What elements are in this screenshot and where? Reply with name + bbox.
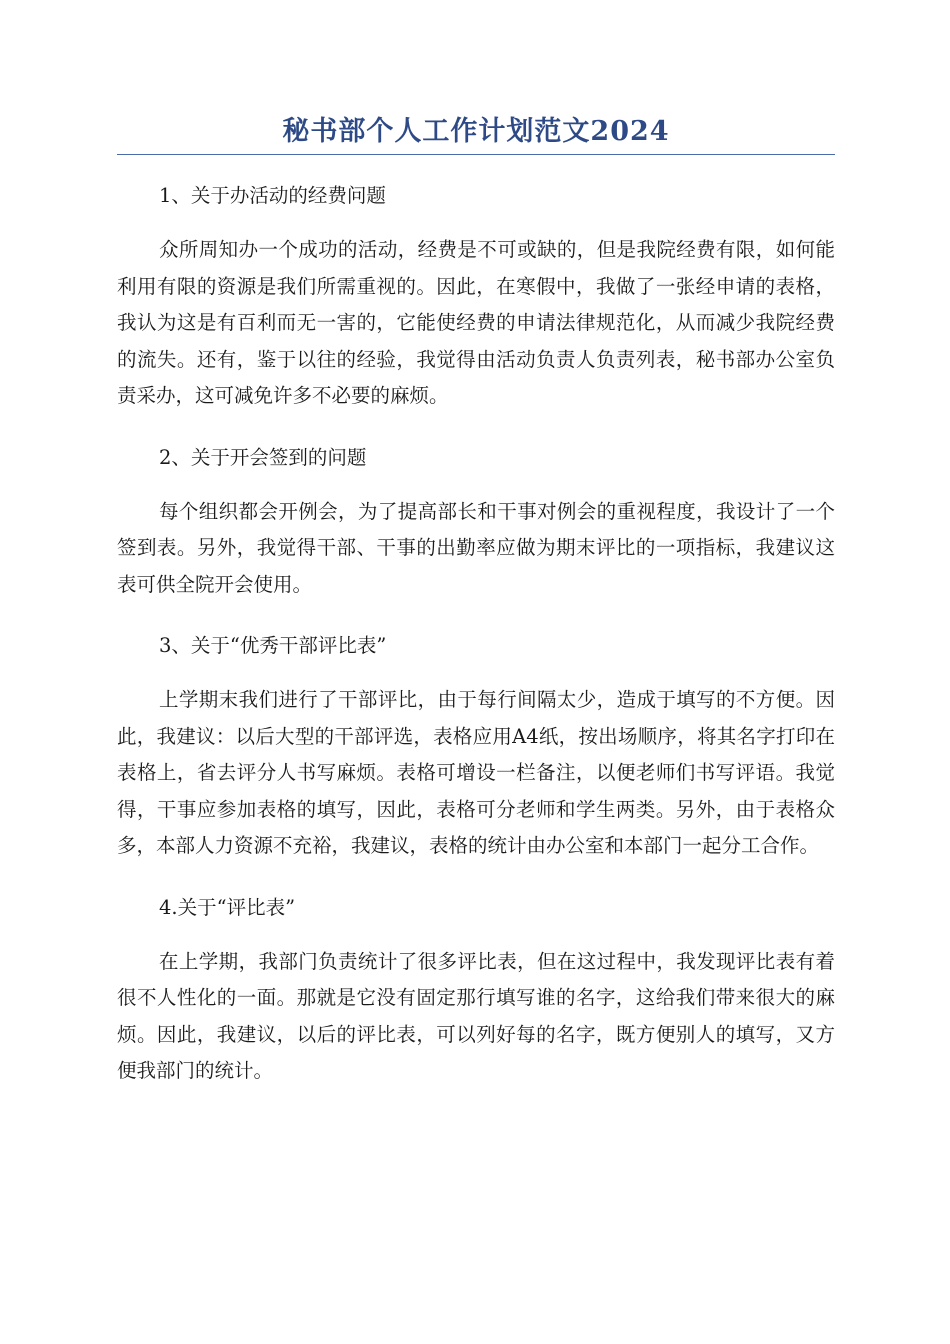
- section-paragraph: 每个组织都会开例会，为了提高部长和干事对例会的重视程度，我设计了一个签到表。另外，我觉得干部、干事的出勤率应做为期末评比的一项指标，我建议这表可供全院开会使用。: [117, 499, 835, 596]
- section-1: [117, 169, 835, 415]
- document-page: [117, 112, 835, 1106]
- section-heading: 2、关于开会签到的问题: [159, 445, 367, 469]
- section-paragraph: 在上学期，我部门负责统计了很多评比表，但在这过程中，我发现评比表有着很不人性化的一面。那就是它没有固定那行填写谁的名字，这给我们带来很大的麻烦。因此，我建议，以后的评比表，可以列好每的名字，既方便别人的填写，又方便我部门的统计。: [117, 949, 835, 1082]
- title-underline: [117, 154, 835, 155]
- section-heading: 1、关于办活动的经费问题: [159, 184, 386, 207]
- section-4: [117, 881, 835, 1090]
- section-heading: 3、关于“优秀干部评比表”: [159, 634, 387, 657]
- section-heading: 4.关于“评比表”: [159, 895, 296, 919]
- section-3: [117, 619, 835, 865]
- section-paragraph: 众所周知办一个成功的活动，经费是不可或缺的，但是我院经费有限，如何能利用有限的资源是我们所需重视的。因此，在寒假中，我做了一张经申请的表格，我认为这是有百利而无一害的，它能使经费的申请法律规范化，从而减少我院经费的流失。还有，鉴于以往的经验，我觉得由活动负责人负责列表，秘书部办公室负责采办，这可减免许多不必要的麻烦。: [117, 238, 835, 407]
- section-2: [117, 431, 835, 604]
- section-paragraph: 上学期末我们进行了干部评比，由于每行间隔太少，造成于填写的不方便。因此，我建议：以后大型的干部评选，表格应用A4纸，按出场顺序，将其名字打印在表格上，省去评分人书写麻烦。表格可增设一栏备注，以便老师们书写评语。我觉得，干事应参加表格的填写，因此，表格可分老师和学生两类。另外，由于表格众多，本部人力资源不充裕，我建议，表格的统计由办公室和本部门一起分工合作。: [117, 688, 835, 857]
- document-title: 秘书部个人工作计划范文2024: [282, 116, 670, 147]
